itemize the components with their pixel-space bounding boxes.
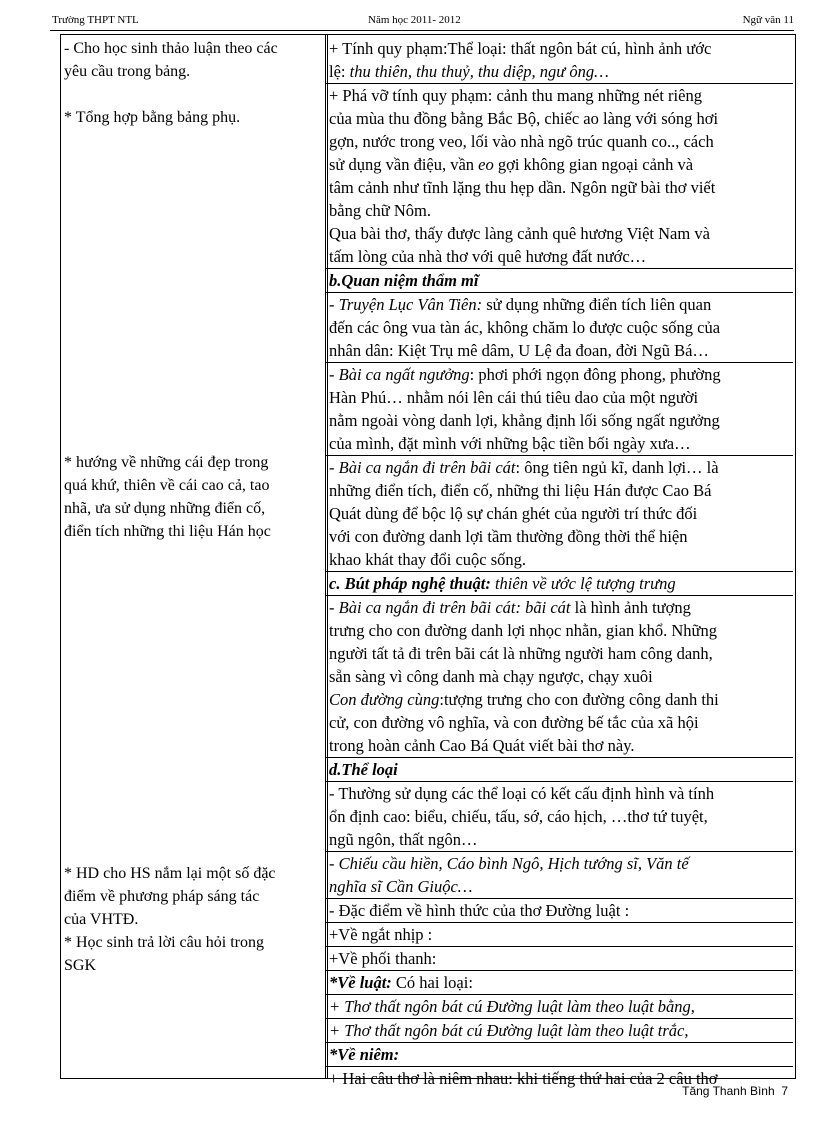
text-line: + Thơ thất ngôn bát cú Đường luật làm theo luật bằng, xyxy=(329,997,695,1016)
text-line: của mình, đặt mình với những bậc tiền bối ngày xưa… xyxy=(329,434,691,453)
discussion-instruction: - Cho học sinh thảo luận theo các yêu cầu trong bảng. xyxy=(64,40,278,80)
text-line: - Bài ca ngắn đi trên bãi cát: ông tiên ngủ kĩ, danh lợi… là xyxy=(329,458,719,477)
text-line: Con đường cùng:tượng trưng cho con đường công danh thi xyxy=(329,690,719,709)
text-line: người tất tả đi trên bãi cát là những người ham công danh, xyxy=(329,644,713,663)
text-line: lệ: thu thiên, thu thuỷ, thu diệp, ngư ông… xyxy=(329,62,609,81)
text-line: đến các ông vua tàn ác, không chăm lo được cuộc sống của xyxy=(329,318,721,337)
text-line: nhân dân: Kiệt Trụ mê dâm, U Lệ đa đoan, đời Ngũ Bá… xyxy=(329,341,709,360)
text-line: + Thơ thất ngôn bát cú Đường luật làm theo luật trắc, xyxy=(329,1021,689,1040)
method-guidance: * HD cho HS nắm lại một số đặc điểm về phương pháp sáng tác của VHTĐ. xyxy=(64,865,276,928)
text-line: trưng cho con đường danh lợi nhọc nhằn, gian khổ. Những xyxy=(329,621,717,640)
text-line: - Bài ca ngắn đi trên bãi cát: bãi cát là hình ảnh tượng xyxy=(329,598,691,617)
text-line: - Đặc điểm về hình thức của thơ Đường luật : xyxy=(329,901,630,920)
text-line: những điển tích, điển cố, những thi liệu Hán được Cao Bá xyxy=(329,481,712,500)
text-line: cử, con đường vô nghĩa, và con đường bế tắc của xã hội xyxy=(329,713,699,732)
content-table xyxy=(60,34,796,1088)
text-line: - Thường sử dụng các thể loại có kết cấu định hình và tính xyxy=(329,784,715,803)
text-line: gợn, nước trong veo, lối vào nhà ngõ trúc quanh co.., cách xyxy=(329,132,714,151)
text-line: sử dụng vần điệu, vần eo gợi không gian ngoại cảnh và xyxy=(329,155,694,174)
text-line: + Hai câu thơ là niêm nhau: khi tiếng thứ hai của 2 câu thơ xyxy=(329,1069,718,1088)
text-line: *Về luật: Có hai loại: xyxy=(329,973,473,992)
footer-author: Tăng Thanh Bình xyxy=(682,1084,775,1098)
text-line: nghĩa sĩ Cần Giuộc… xyxy=(329,877,473,896)
summary-instruction: * Tổng hợp bằng bảng phụ. xyxy=(64,109,241,126)
header-subject: Ngữ văn 11 xyxy=(742,14,794,26)
sgk-question-note: * Học sinh trả lời câu hỏi trong SGK xyxy=(64,934,264,974)
text-line: *Về niêm: xyxy=(329,1045,400,1064)
header-school: Trường THPT NTL xyxy=(52,14,139,26)
page-number: 7 xyxy=(781,1084,788,1098)
content-column xyxy=(329,37,793,1090)
text-line: ngũ ngôn, thất ngôn… xyxy=(329,830,478,849)
text-line: của mùa thu đồng bằng Bắc Bộ, chiếc ao làng với sóng hơi xyxy=(329,109,719,128)
text-line: sẵn sàng vì công danh mà chạy ngược, chạy xuôi xyxy=(329,667,653,686)
text-line: với con đường danh lợi tầm thường đồng thời thể hiện xyxy=(329,527,688,546)
text-line: - Truyện Lục Vân Tiên: sử dụng những điển tích liên quan xyxy=(329,295,712,314)
text-line: +Về ngắt nhịp : xyxy=(329,925,433,944)
text-line: + Phá vỡ tính quy phạm: cảnh thu mang những nét riêng xyxy=(329,86,702,105)
text-line: tâm cảnh như tĩnh lặng thu hẹp dần. Ngôn ngữ bài thơ viết xyxy=(329,178,716,197)
section-heading-b: b.Quan niệm thẩm mĩ xyxy=(329,271,479,290)
text-line: khao khát thay đổi cuộc sống. xyxy=(329,550,527,569)
page-footer xyxy=(682,1084,788,1098)
text-line: ổn định cao: biểu, chiếu, tấu, sớ, cáo hịch, …thơ tứ tuyệt, xyxy=(329,807,708,826)
text-line: +Về phối thanh: xyxy=(329,949,437,968)
text-line: + Tính quy phạm:Thể loại: thất ngôn bát cú, hình ảnh ước xyxy=(329,39,712,58)
header-school-year: Năm học 2011- 2012 xyxy=(368,14,461,26)
text-line: Quát dùng để bộc lộ sự chán ghét của người trí thức đối xyxy=(329,504,698,523)
page-header xyxy=(50,12,794,31)
text-line: trong hoàn cảnh Cao Bá Quát viết bài thơ này. xyxy=(329,736,635,755)
text-line: tấm lòng của nhà thơ với quê hương đất nước… xyxy=(329,247,647,266)
text-line: bằng chữ Nôm. xyxy=(329,201,431,220)
aesthetic-note: * hướng về những cái đẹp trong quá khứ, thiên về cái cao cả, tao nhã, ưa sử dụng những điển cố, điển tích những thi liệu Hán học xyxy=(64,454,271,540)
text-line: Hàn Phú… nhằm nói lên cái thú tiêu dao của một người xyxy=(329,388,699,407)
text-line: - Bài ca ngất ngưởng: phơi phới ngọn đông phong, phường xyxy=(329,365,721,384)
text-line: - Chiếu cầu hiền, Cáo bình Ngô, Hịch tướng sĩ, Văn tế xyxy=(329,854,689,873)
section-heading-d: d.Thể loại xyxy=(329,760,398,779)
section-heading-c: c. Bút pháp nghệ thuật: thiên về ước lệ tượng trưng xyxy=(329,574,676,593)
text-line: Qua bài thơ, thấy được làng cảnh quê hương Việt Nam và xyxy=(329,224,710,243)
text-line: nằm ngoài vòng danh lợi, khẳng định lối sống ngất ngưởng xyxy=(329,411,720,430)
